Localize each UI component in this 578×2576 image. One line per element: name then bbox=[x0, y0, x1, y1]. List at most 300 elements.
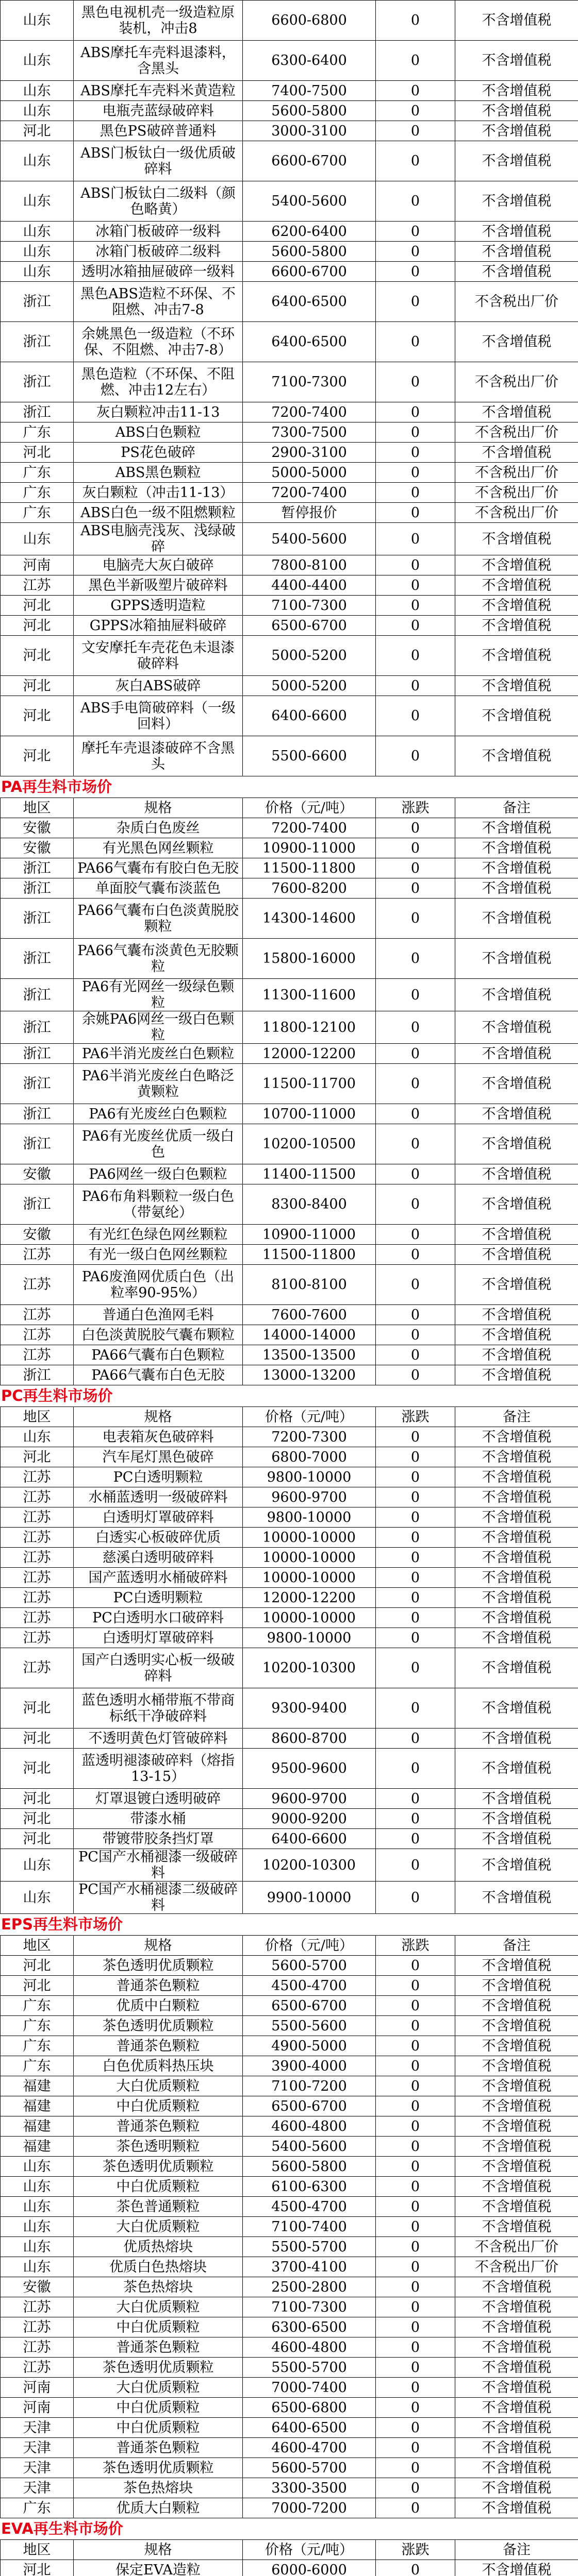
table-header-row bbox=[1, 1936, 578, 1956]
cell-price: 3300-3500 bbox=[243, 2478, 376, 2498]
cell-spec: PA6网丝一级白色颗粒 bbox=[74, 1164, 243, 1184]
cell-region: 江苏 bbox=[1, 1548, 74, 1568]
cell-change: 0 bbox=[376, 2177, 455, 2197]
cell-price: 7800-8100 bbox=[243, 555, 376, 575]
cell-region: 山东 bbox=[1, 2157, 74, 2177]
cell-spec: PA6半消光废丝白色略泛黄颗粒 bbox=[74, 1064, 243, 1104]
cell-price: 9000-9200 bbox=[243, 1809, 376, 1829]
cell-price: 9600-9700 bbox=[243, 1487, 376, 1507]
cell-change: 0 bbox=[376, 402, 455, 422]
cell-region: 安徽 bbox=[1, 1225, 74, 1245]
header-price: 价格（元/吨） bbox=[243, 1407, 376, 1427]
table-row bbox=[1, 2036, 578, 2056]
cell-price: 5000-5200 bbox=[243, 676, 376, 696]
cell-spec: ABS黑色颗粒 bbox=[74, 463, 243, 483]
cell-change: 0 bbox=[376, 2478, 455, 2498]
cell-price: 5000-5000 bbox=[243, 463, 376, 483]
cell-note: 不含增值税 bbox=[455, 555, 578, 575]
cell-price: 5500-5600 bbox=[243, 2016, 376, 2036]
cell-region: 浙江 bbox=[1, 362, 74, 402]
cell-change: 0 bbox=[376, 2560, 455, 2576]
cell-change: 0 bbox=[376, 242, 455, 262]
cell-spec: 普通茶色颗粒 bbox=[74, 1976, 243, 1996]
cell-spec: 水桶蓝透明一级破碎料 bbox=[74, 1487, 243, 1507]
table-row bbox=[1, 242, 578, 262]
cell-region: 江苏 bbox=[1, 1487, 74, 1507]
cell-note: 不含增值税 bbox=[455, 2137, 578, 2157]
table-row bbox=[1, 2398, 578, 2418]
cell-region: 福建 bbox=[1, 2096, 74, 2116]
cell-price: 6400-6500 bbox=[243, 2418, 376, 2438]
cell-spec: 电表箱灰色破碎料 bbox=[74, 1427, 243, 1447]
table-row bbox=[1, 2297, 578, 2317]
cell-price: 4600-4800 bbox=[243, 2116, 376, 2137]
table-row bbox=[1, 2096, 578, 2116]
cell-change: 0 bbox=[376, 2016, 455, 2036]
table-row bbox=[1, 1345, 578, 1365]
cell-region: 江苏 bbox=[1, 2317, 74, 2337]
header-note: 备注 bbox=[455, 2540, 578, 2560]
cell-price: 5500-5700 bbox=[243, 2358, 376, 2378]
cell-region: 山东 bbox=[1, 262, 74, 282]
table-row bbox=[1, 422, 578, 443]
cell-change: 0 bbox=[376, 1184, 455, 1225]
cell-note: 不含增值税 bbox=[455, 979, 578, 1011]
cell-note: 不含增值税 bbox=[455, 1245, 578, 1265]
cell-region: 天津 bbox=[1, 2478, 74, 2498]
cell-spec: 中白优质颗粒 bbox=[74, 2317, 243, 2337]
table-row bbox=[1, 939, 578, 979]
header-change: 涨跌 bbox=[376, 798, 455, 818]
cell-spec: 大白优质颗粒 bbox=[74, 2076, 243, 2096]
cell-region: 江苏 bbox=[1, 1245, 74, 1265]
cell-change: 0 bbox=[376, 2438, 455, 2458]
cell-change: 0 bbox=[376, 141, 455, 181]
cell-spec: 白透实心板破碎优质 bbox=[74, 1528, 243, 1548]
cell-note: 不含增值税 bbox=[455, 2560, 578, 2576]
cell-spec: PC国产水桶褪漆二级破碎料 bbox=[74, 1882, 243, 1914]
table-row bbox=[1, 2458, 578, 2478]
cell-spec: 优质热熔块 bbox=[74, 2237, 243, 2257]
cell-price: 8100-8100 bbox=[243, 1265, 376, 1305]
cell-region: 山东 bbox=[1, 181, 74, 222]
cell-change: 0 bbox=[376, 41, 455, 81]
cell-change: 0 bbox=[376, 2197, 455, 2217]
header-region: 地区 bbox=[1, 1407, 74, 1427]
cell-note: 不含增值税 bbox=[455, 1507, 578, 1528]
table-row bbox=[1, 1325, 578, 1345]
cell-region: 山东 bbox=[1, 242, 74, 262]
header-region: 地区 bbox=[1, 2540, 74, 2560]
cell-price: 9800-10000 bbox=[243, 1507, 376, 1528]
cell-region: 广东 bbox=[1, 503, 74, 523]
cell-price: 10900-11000 bbox=[243, 838, 376, 858]
cell-note: 不含增值税 bbox=[455, 1467, 578, 1487]
cell-note: 不含税出厂价 bbox=[455, 2257, 578, 2277]
cell-spec: 单面胶气囊布淡蓝色 bbox=[74, 878, 243, 899]
table-row bbox=[1, 2560, 578, 2576]
table-row bbox=[1, 523, 578, 555]
cell-change: 0 bbox=[376, 1749, 455, 1789]
cell-price: 13500-13500 bbox=[243, 1345, 376, 1365]
cell-price: 7100-7400 bbox=[243, 2217, 376, 2237]
cell-price: 5000-5200 bbox=[243, 636, 376, 676]
table-row bbox=[1, 1568, 578, 1588]
table-row bbox=[1, 1164, 578, 1184]
table-row bbox=[1, 181, 578, 222]
cell-note: 不含增值税 bbox=[455, 1528, 578, 1548]
price-table bbox=[0, 798, 578, 1385]
cell-region: 河北 bbox=[1, 676, 74, 696]
cell-note: 不含增值税 bbox=[455, 838, 578, 858]
table-row bbox=[1, 2177, 578, 2197]
cell-region: 浙江 bbox=[1, 402, 74, 422]
cell-spec: 普通白色渔网毛料 bbox=[74, 1305, 243, 1325]
cell-note: 不含增值税 bbox=[455, 1849, 578, 1882]
table-row bbox=[1, 1849, 578, 1882]
cell-region: 浙江 bbox=[1, 1044, 74, 1064]
cell-note: 不含税出厂价 bbox=[455, 2237, 578, 2257]
cell-region: 河南 bbox=[1, 2398, 74, 2418]
cell-price: 5600-5700 bbox=[243, 2458, 376, 2478]
table-row bbox=[1, 2116, 578, 2137]
table-row bbox=[1, 818, 578, 838]
cell-price: 6400-6500 bbox=[243, 322, 376, 362]
cell-change: 0 bbox=[376, 503, 455, 523]
cell-price: 10000-10000 bbox=[243, 1528, 376, 1548]
table-row bbox=[1, 121, 578, 141]
header-spec: 规格 bbox=[74, 2540, 243, 2560]
cell-spec: 优质大白颗粒 bbox=[74, 2498, 243, 2518]
table-row bbox=[1, 262, 578, 282]
cell-note: 不含增值税 bbox=[455, 878, 578, 899]
cell-change: 0 bbox=[376, 322, 455, 362]
cell-price: 5600-5700 bbox=[243, 1956, 376, 1976]
table-row bbox=[1, 1487, 578, 1507]
cell-change: 0 bbox=[376, 1225, 455, 1245]
cell-region: 河北 bbox=[1, 1728, 74, 1749]
cell-note: 不含增值税 bbox=[455, 2418, 578, 2438]
cell-region: 浙江 bbox=[1, 858, 74, 878]
table-row bbox=[1, 2157, 578, 2177]
cell-region: 广东 bbox=[1, 1996, 74, 2016]
cell-note: 不含增值税 bbox=[455, 242, 578, 262]
cell-note: 不含增值税 bbox=[455, 818, 578, 838]
cell-price: 5500-5700 bbox=[243, 2237, 376, 2257]
cell-price: 4600-4800 bbox=[243, 2337, 376, 2358]
table-row bbox=[1, 1829, 578, 1849]
cell-region: 安徽 bbox=[1, 2277, 74, 2297]
cell-spec: 余姚PA6网丝一级白色颗粒 bbox=[74, 1011, 243, 1044]
cell-note: 不含增值税 bbox=[455, 1487, 578, 1507]
cell-region: 江苏 bbox=[1, 1648, 74, 1688]
cell-note: 不含增值税 bbox=[455, 1225, 578, 1245]
table-row bbox=[1, 1749, 578, 1789]
table-row bbox=[1, 2317, 578, 2337]
cell-note: 不含增值税 bbox=[455, 41, 578, 81]
cell-note: 不含增值税 bbox=[455, 2478, 578, 2498]
cell-price: 14300-14600 bbox=[243, 899, 376, 939]
cell-note: 不含增值税 bbox=[455, 1447, 578, 1467]
cell-change: 0 bbox=[376, 1548, 455, 1568]
cell-note: 不含增值税 bbox=[455, 2498, 578, 2518]
table-row bbox=[1, 2478, 578, 2498]
cell-spec: 黑色PS破碎普通料 bbox=[74, 121, 243, 141]
cell-region: 福建 bbox=[1, 2116, 74, 2137]
cell-price: 7400-7500 bbox=[243, 81, 376, 101]
cell-region: 江苏 bbox=[1, 1507, 74, 1528]
cell-price: 6000-6000 bbox=[243, 2560, 376, 2576]
cell-change: 0 bbox=[376, 1467, 455, 1487]
cell-spec: ABS摩托车壳料米黄造粒 bbox=[74, 81, 243, 101]
cell-change: 0 bbox=[376, 2398, 455, 2418]
cell-region: 安徽 bbox=[1, 838, 74, 858]
cell-change: 0 bbox=[376, 736, 455, 776]
cell-spec: 汽车尾灯黑色破碎 bbox=[74, 1447, 243, 1467]
cell-spec: 茶色透明颗粒 bbox=[74, 2137, 243, 2157]
cell-spec: 带漆水桶 bbox=[74, 1809, 243, 1829]
cell-note: 不含税出厂价 bbox=[455, 282, 578, 322]
table-row bbox=[1, 222, 578, 242]
cell-note: 不含增值税 bbox=[455, 1011, 578, 1044]
cell-change: 0 bbox=[376, 838, 455, 858]
section-title: EPS再生料市场价 bbox=[0, 1914, 578, 1935]
table-row bbox=[1, 696, 578, 736]
cell-spec: 慈溪白透明破碎料 bbox=[74, 1548, 243, 1568]
table-row bbox=[1, 1608, 578, 1628]
cell-price: 7100-7300 bbox=[243, 2297, 376, 2317]
cell-change: 0 bbox=[376, 2096, 455, 2116]
table-row bbox=[1, 503, 578, 523]
cell-region: 山东 bbox=[1, 141, 74, 181]
table-row bbox=[1, 1467, 578, 1487]
cell-region: 浙江 bbox=[1, 1104, 74, 1124]
cell-change: 0 bbox=[376, 1, 455, 41]
cell-note: 不含增值税 bbox=[455, 1976, 578, 1996]
cell-change: 0 bbox=[376, 1245, 455, 1265]
cell-price: 6500-6800 bbox=[243, 2398, 376, 2418]
cell-price: 3700-4100 bbox=[243, 2257, 376, 2277]
section-title: EVA再生料市场价 bbox=[0, 2518, 578, 2539]
cell-spec: 白透明灯罩破碎料 bbox=[74, 1507, 243, 1528]
cell-change: 0 bbox=[376, 81, 455, 101]
cell-region: 广东 bbox=[1, 483, 74, 503]
cell-region: 山东 bbox=[1, 2237, 74, 2257]
cell-note: 不含税出厂价 bbox=[455, 362, 578, 402]
cell-region: 江苏 bbox=[1, 2337, 74, 2358]
cell-spec: PA6废渔网优质白色（出粒率90-95%） bbox=[74, 1265, 243, 1305]
cell-change: 0 bbox=[376, 2217, 455, 2237]
cell-change: 0 bbox=[376, 181, 455, 222]
cell-note: 不含增值税 bbox=[455, 1184, 578, 1225]
cell-change: 0 bbox=[376, 616, 455, 636]
cell-region: 河南 bbox=[1, 2378, 74, 2398]
cell-spec: 余姚黑色一级造粒（不环保、不阻燃、冲击7-8） bbox=[74, 322, 243, 362]
cell-spec: 冰箱门板破碎一级料 bbox=[74, 222, 243, 242]
cell-spec: 大白优质颗粒 bbox=[74, 2217, 243, 2237]
cell-spec: 带镀带胶条挡灯罩 bbox=[74, 1829, 243, 1849]
cell-price: 8600-8700 bbox=[243, 1728, 376, 1749]
cell-price: 11300-11600 bbox=[243, 979, 376, 1011]
cell-spec: PA66气囊布有胶白色无胶 bbox=[74, 858, 243, 878]
table-row bbox=[1, 2257, 578, 2277]
cell-price: 4500-4700 bbox=[243, 2197, 376, 2217]
cell-region: 河北 bbox=[1, 1829, 74, 1849]
cell-change: 0 bbox=[376, 1528, 455, 1548]
cell-change: 0 bbox=[376, 2076, 455, 2096]
cell-region: 山东 bbox=[1, 1, 74, 41]
cell-note: 不含增值税 bbox=[455, 1305, 578, 1325]
cell-change: 0 bbox=[376, 1628, 455, 1648]
table-row bbox=[1, 1548, 578, 1568]
cell-region: 山东 bbox=[1, 2217, 74, 2237]
cell-note: 不含增值税 bbox=[455, 2297, 578, 2317]
cell-change: 0 bbox=[376, 1956, 455, 1976]
cell-change: 0 bbox=[376, 1882, 455, 1914]
cell-price: 13000-13200 bbox=[243, 1365, 376, 1385]
cell-price: 6400-6500 bbox=[243, 282, 376, 322]
cell-note: 不含增值税 bbox=[455, 1996, 578, 2016]
cell-region: 河北 bbox=[1, 616, 74, 636]
cell-spec: GPPS冰箱抽屉料破碎 bbox=[74, 616, 243, 636]
price-table bbox=[0, 2539, 578, 2576]
cell-region: 河北 bbox=[1, 2560, 74, 2576]
cell-spec: PA66气囊布白色颗粒 bbox=[74, 1345, 243, 1365]
cell-change: 0 bbox=[376, 222, 455, 242]
cell-note: 不含增值税 bbox=[455, 736, 578, 776]
cell-region: 山东 bbox=[1, 1427, 74, 1447]
cell-price: 5400-5600 bbox=[243, 181, 376, 222]
table-row bbox=[1, 878, 578, 899]
cell-change: 0 bbox=[376, 282, 455, 322]
cell-region: 河北 bbox=[1, 696, 74, 736]
table-row bbox=[1, 676, 578, 696]
cell-region: 江苏 bbox=[1, 1325, 74, 1345]
header-region: 地区 bbox=[1, 798, 74, 818]
table-row bbox=[1, 2197, 578, 2217]
cell-price: 10900-11000 bbox=[243, 1225, 376, 1245]
cell-price: 6400-6600 bbox=[243, 1829, 376, 1849]
cell-note: 不含增值税 bbox=[455, 2056, 578, 2076]
cell-region: 河北 bbox=[1, 1447, 74, 1467]
cell-change: 0 bbox=[376, 1608, 455, 1628]
cell-price: 10000-10000 bbox=[243, 1608, 376, 1628]
cell-note: 不含增值税 bbox=[455, 2438, 578, 2458]
cell-note: 不含税出厂价 bbox=[455, 503, 578, 523]
cell-price: 5600-5800 bbox=[243, 2157, 376, 2177]
table-row bbox=[1, 736, 578, 776]
cell-note: 不含增值税 bbox=[455, 2358, 578, 2378]
cell-note: 不含增值税 bbox=[455, 616, 578, 636]
cell-change: 0 bbox=[376, 2116, 455, 2137]
cell-change: 0 bbox=[376, 1976, 455, 1996]
table-row bbox=[1, 1064, 578, 1104]
cell-note: 不含增值税 bbox=[455, 575, 578, 596]
cell-note: 不含增值税 bbox=[455, 1365, 578, 1385]
table-row bbox=[1, 362, 578, 402]
cell-change: 0 bbox=[376, 2036, 455, 2056]
header-note: 备注 bbox=[455, 1407, 578, 1427]
cell-price: 9300-9400 bbox=[243, 1688, 376, 1728]
cell-spec: 白透明灯罩破碎料 bbox=[74, 1628, 243, 1648]
cell-note: 不含增值税 bbox=[455, 2337, 578, 2358]
table-row bbox=[1, 1427, 578, 1447]
cell-note: 不含增值税 bbox=[455, 2016, 578, 2036]
table-row bbox=[1, 858, 578, 878]
cell-region: 江苏 bbox=[1, 1588, 74, 1608]
cell-spec: ABS电脑壳浅灰、浅绿破碎 bbox=[74, 523, 243, 555]
cell-change: 0 bbox=[376, 1648, 455, 1688]
cell-price: 10200-10300 bbox=[243, 1849, 376, 1882]
cell-note: 不含增值税 bbox=[455, 2197, 578, 2217]
cell-price: 10200-10300 bbox=[243, 1648, 376, 1688]
cell-note: 不含增值税 bbox=[455, 899, 578, 939]
cell-spec: ABS门板钛白一级优质破碎料 bbox=[74, 141, 243, 181]
table-row bbox=[1, 1728, 578, 1749]
cell-note: 不含税出厂价 bbox=[455, 463, 578, 483]
cell-change: 0 bbox=[376, 1345, 455, 1365]
table-row bbox=[1, 1245, 578, 1265]
cell-note: 不含增值税 bbox=[455, 596, 578, 616]
cell-region: 浙江 bbox=[1, 282, 74, 322]
cell-spec: 黑色造粒（不环保、不阻燃、冲击12左右） bbox=[74, 362, 243, 402]
cell-change: 0 bbox=[376, 2317, 455, 2337]
cell-region: 江苏 bbox=[1, 1568, 74, 1588]
cell-note: 不含税出厂价 bbox=[455, 422, 578, 443]
header-region: 地区 bbox=[1, 1936, 74, 1956]
cell-note: 不含增值税 bbox=[455, 939, 578, 979]
cell-change: 0 bbox=[376, 1487, 455, 1507]
cell-price: 10000-10000 bbox=[243, 1568, 376, 1588]
cell-spec: PA6有光网丝一级绿色颗粒 bbox=[74, 979, 243, 1011]
cell-change: 0 bbox=[376, 422, 455, 443]
cell-price: 5400-5600 bbox=[243, 523, 376, 555]
cell-change: 0 bbox=[376, 939, 455, 979]
table-row bbox=[1, 101, 578, 121]
table-row bbox=[1, 555, 578, 575]
cell-region: 河北 bbox=[1, 443, 74, 463]
cell-change: 0 bbox=[376, 1829, 455, 1849]
cell-region: 浙江 bbox=[1, 1011, 74, 1044]
cell-spec: 文安摩托车壳花色未退漆破碎料 bbox=[74, 636, 243, 676]
cell-note: 不含增值税 bbox=[455, 1427, 578, 1447]
table-row bbox=[1, 1588, 578, 1608]
cell-price: 3900-4000 bbox=[243, 2056, 376, 2076]
cell-change: 0 bbox=[376, 1996, 455, 2016]
table-row bbox=[1, 1225, 578, 1245]
cell-note: 不含增值税 bbox=[455, 1809, 578, 1829]
cell-change: 0 bbox=[376, 2277, 455, 2297]
cell-note: 不含增值税 bbox=[455, 1265, 578, 1305]
table-row bbox=[1, 1648, 578, 1688]
cell-price: 4400-4400 bbox=[243, 575, 376, 596]
cell-region: 浙江 bbox=[1, 899, 74, 939]
cell-spec: 茶色透明优质颗粒 bbox=[74, 2157, 243, 2177]
cell-region: 广东 bbox=[1, 463, 74, 483]
cell-change: 0 bbox=[376, 2458, 455, 2478]
cell-region: 天津 bbox=[1, 2438, 74, 2458]
cell-price: 9500-9600 bbox=[243, 1749, 376, 1789]
cell-note: 不含增值税 bbox=[455, 2317, 578, 2337]
cell-price: 6800-7000 bbox=[243, 1447, 376, 1467]
table-row bbox=[1, 2418, 578, 2438]
cell-change: 0 bbox=[376, 121, 455, 141]
cell-price: 11400-11500 bbox=[243, 1164, 376, 1184]
cell-change: 0 bbox=[376, 523, 455, 555]
cell-change: 0 bbox=[376, 1164, 455, 1184]
cell-spec: 灰白颗粒（冲击11-13） bbox=[74, 483, 243, 503]
table-row bbox=[1, 1124, 578, 1164]
